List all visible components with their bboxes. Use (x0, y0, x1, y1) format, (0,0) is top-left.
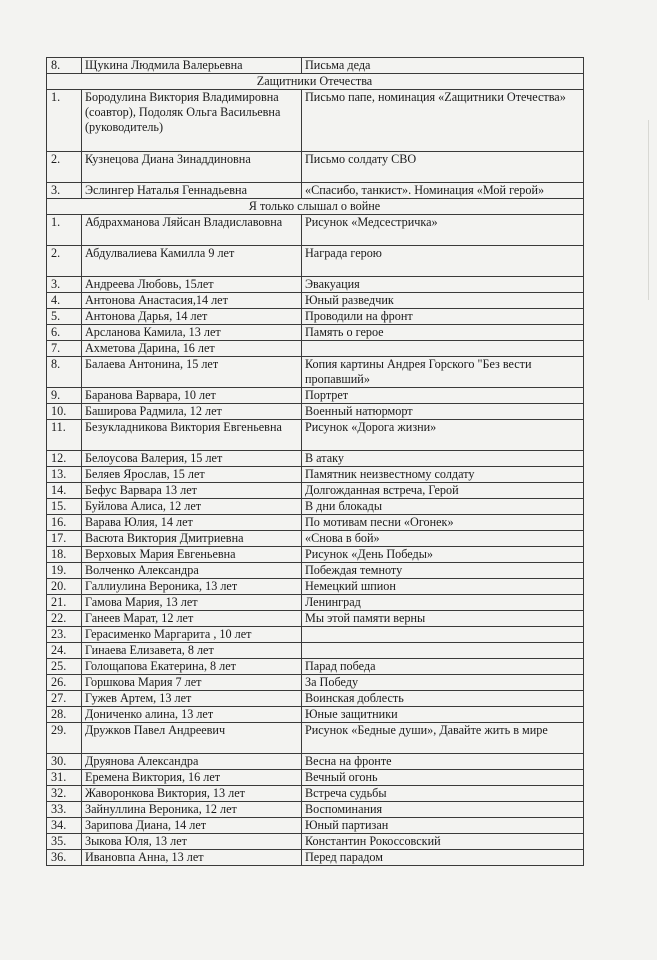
row-number-cell: 34. (47, 818, 82, 834)
table-row (47, 627, 584, 643)
table-row (47, 309, 584, 325)
table-row (47, 563, 584, 579)
row-number-cell: 8. (47, 58, 82, 74)
table-row (47, 246, 584, 277)
participant-name-cell: Зыкова Юля, 13 лет (82, 834, 302, 850)
participant-name-cell: Бородулина Виктория Владимировна (соавтор), Подоляк Ольга Васильевна (руководитель) (82, 90, 302, 152)
row-number-cell: 17. (47, 531, 82, 547)
table-row (47, 611, 584, 627)
participant-name-cell: Верховых Мария Евгеньевна (82, 547, 302, 563)
participant-name-cell: Варава Юлия, 14 лет (82, 515, 302, 531)
table-row (47, 643, 584, 659)
table-row (47, 707, 584, 723)
work-title-cell: Военный натюрморт (302, 404, 584, 420)
work-title-cell: Рисунок «Медсестричка» (302, 215, 584, 246)
work-title-cell: Воспоминания (302, 802, 584, 818)
participant-name-cell: Зарипова Диана, 14 лет (82, 818, 302, 834)
work-title-cell: Письмо папе, номинация «Zащитники Отечества» (302, 90, 584, 152)
participant-name-cell: Голощапова Екатерина, 8 лет (82, 659, 302, 675)
section-header-row (47, 199, 584, 215)
work-title-cell: Юные защитники (302, 707, 584, 723)
row-number-cell: 28. (47, 707, 82, 723)
table-row (47, 723, 584, 754)
section-title: Zащитники Отечества (47, 74, 584, 90)
row-number-cell: 16. (47, 515, 82, 531)
row-number-cell: 20. (47, 579, 82, 595)
row-number-cell: 25. (47, 659, 82, 675)
row-number-cell: 15. (47, 499, 82, 515)
table-row (47, 325, 584, 341)
table-row (47, 451, 584, 467)
row-number-cell: 19. (47, 563, 82, 579)
row-number-cell: 12. (47, 451, 82, 467)
row-number-cell: 2. (47, 246, 82, 277)
work-title-cell (302, 643, 584, 659)
work-title-cell: Немецкий шпион (302, 579, 584, 595)
work-title-cell: Константин Рокоссовский (302, 834, 584, 850)
table-row (47, 850, 584, 866)
row-number-cell: 1. (47, 215, 82, 246)
row-number-cell: 6. (47, 325, 82, 341)
work-title-cell: Рисунок «День Победы» (302, 547, 584, 563)
participant-name-cell: Антонова Анастасия,14 лет (82, 293, 302, 309)
participant-name-cell: Герасименко Маргарита , 10 лет (82, 627, 302, 643)
row-number-cell: 10. (47, 404, 82, 420)
participant-name-cell: Абдулвалиева Камилла 9 лет (82, 246, 302, 277)
table-row (47, 595, 584, 611)
participant-name-cell: Беляев Ярослав, 15 лет (82, 467, 302, 483)
participant-name-cell: Белоусова Валерия, 15 лет (82, 451, 302, 467)
table-row (47, 277, 584, 293)
work-title-cell: Побеждая темноту (302, 563, 584, 579)
row-number-cell: 30. (47, 754, 82, 770)
participant-name-cell: Гамова Мария, 13 лет (82, 595, 302, 611)
participant-name-cell: Зайнуллина Вероника, 12 лет (82, 802, 302, 818)
participant-name-cell: Еремена Виктория, 16 лет (82, 770, 302, 786)
participant-name-cell: Дониченко алина, 13 лет (82, 707, 302, 723)
participant-name-cell: Горшкова Мария 7 лет (82, 675, 302, 691)
work-title-cell: За Победу (302, 675, 584, 691)
row-number-cell: 7. (47, 341, 82, 357)
participant-name-cell: Волченко Александра (82, 563, 302, 579)
table-row (47, 467, 584, 483)
row-number-cell: 1. (47, 90, 82, 152)
participant-name-cell: Ахметова Дарина, 16 лет (82, 341, 302, 357)
work-title-cell: Перед парадом (302, 850, 584, 866)
work-title-cell: Юный партизан (302, 818, 584, 834)
work-title-cell: «Снова в бой» (302, 531, 584, 547)
participant-name-cell: Баширова Радмила, 12 лет (82, 404, 302, 420)
section-header-row (47, 74, 584, 90)
participant-name-cell: Ивановпа Анна, 13 лет (82, 850, 302, 866)
participant-name-cell: Балаева Антонина, 15 лет (82, 357, 302, 388)
table-row (47, 515, 584, 531)
table-row (47, 818, 584, 834)
work-title-cell: Долгожданная встреча, Герой (302, 483, 584, 499)
table-row (47, 499, 584, 515)
participants-table-body (47, 58, 584, 866)
table-row (47, 754, 584, 770)
table-row (47, 483, 584, 499)
row-number-cell: 29. (47, 723, 82, 754)
participant-name-cell: Друянова Александра (82, 754, 302, 770)
table-row (47, 691, 584, 707)
table-row (47, 357, 584, 388)
work-title-cell: Проводили на фронт (302, 309, 584, 325)
table-row (47, 420, 584, 451)
participant-name-cell: Васюта Виктория Дмитриевна (82, 531, 302, 547)
table-row (47, 215, 584, 246)
work-title-cell: Воинская доблесть (302, 691, 584, 707)
participant-name-cell: Эслингер Наталья Геннадьевна (82, 183, 302, 199)
work-title-cell (302, 627, 584, 643)
row-number-cell: 9. (47, 388, 82, 404)
work-title-cell: Мы этой памяти верны (302, 611, 584, 627)
row-number-cell: 3. (47, 183, 82, 199)
row-number-cell: 22. (47, 611, 82, 627)
row-number-cell: 3. (47, 277, 82, 293)
table-row (47, 341, 584, 357)
participant-name-cell: Буйлова Алиса, 12 лет (82, 499, 302, 515)
table-row (47, 675, 584, 691)
participant-name-cell: Щукина Людмила Валерьевна (82, 58, 302, 74)
participant-name-cell: Кузнецова Диана Зинаддиновна (82, 152, 302, 183)
participant-name-cell: Галлиулина Вероника, 13 лет (82, 579, 302, 595)
row-number-cell: 26. (47, 675, 82, 691)
scan-edge-mark (648, 120, 649, 300)
table-row (47, 388, 584, 404)
table-row (47, 531, 584, 547)
participant-name-cell: Абдрахманова Ляйсан Владиславовна (82, 215, 302, 246)
table-row (47, 770, 584, 786)
work-title-cell: Рисунок «Дорога жизни» (302, 420, 584, 451)
table-row (47, 404, 584, 420)
participant-name-cell: Безукладникова Виктория Евгеньевна (82, 420, 302, 451)
work-title-cell (302, 341, 584, 357)
work-title-cell: В дни блокады (302, 499, 584, 515)
table-row (47, 786, 584, 802)
work-title-cell: Эвакуация (302, 277, 584, 293)
work-title-cell: Парад победа (302, 659, 584, 675)
participant-name-cell: Арсланова Камила, 13 лет (82, 325, 302, 341)
table-row (47, 547, 584, 563)
work-title-cell: Копия картины Андрея Горского "Без вести пропавший» (302, 357, 584, 388)
row-number-cell: 18. (47, 547, 82, 563)
document-page (46, 57, 583, 866)
row-number-cell: 2. (47, 152, 82, 183)
table-row (47, 183, 584, 199)
work-title-cell: Юный разведчик (302, 293, 584, 309)
participant-name-cell: Дружков Павел Андреевич (82, 723, 302, 754)
row-number-cell: 27. (47, 691, 82, 707)
row-number-cell: 31. (47, 770, 82, 786)
table-row (47, 834, 584, 850)
work-title-cell: Весна на фронте (302, 754, 584, 770)
participants-table (46, 57, 584, 866)
work-title-cell: Ленинград (302, 595, 584, 611)
work-title-cell: Портрет (302, 388, 584, 404)
table-row (47, 58, 584, 74)
work-title-cell: Памятник неизвестному солдату (302, 467, 584, 483)
work-title-cell: В атаку (302, 451, 584, 467)
row-number-cell: 36. (47, 850, 82, 866)
table-row (47, 90, 584, 152)
section-title: Я только слышал о войне (47, 199, 584, 215)
row-number-cell: 8. (47, 357, 82, 388)
row-number-cell: 5. (47, 309, 82, 325)
table-row (47, 659, 584, 675)
participant-name-cell: Антонова Дарья, 14 лет (82, 309, 302, 325)
work-title-cell: Память о герое (302, 325, 584, 341)
work-title-cell: Рисунок «Бедные души», Давайте жить в мире (302, 723, 584, 754)
work-title-cell: Встреча судьбы (302, 786, 584, 802)
work-title-cell: Письмо солдату СВО (302, 152, 584, 183)
participant-name-cell: Ганеев Марат, 12 лет (82, 611, 302, 627)
row-number-cell: 14. (47, 483, 82, 499)
row-number-cell: 4. (47, 293, 82, 309)
participant-name-cell: Бефус Варвара 13 лет (82, 483, 302, 499)
work-title-cell: По мотивам песни «Огонек» (302, 515, 584, 531)
row-number-cell: 13. (47, 467, 82, 483)
row-number-cell: 11. (47, 420, 82, 451)
participant-name-cell: Баранова Варвара, 10 лет (82, 388, 302, 404)
participant-name-cell: Жаворонкова Виктория, 13 лет (82, 786, 302, 802)
row-number-cell: 32. (47, 786, 82, 802)
work-title-cell: Вечный огонь (302, 770, 584, 786)
table-row (47, 152, 584, 183)
work-title-cell: «Спасибо, танкист». Номинация «Мой герой» (302, 183, 584, 199)
row-number-cell: 23. (47, 627, 82, 643)
table-row (47, 802, 584, 818)
table-row (47, 293, 584, 309)
row-number-cell: 33. (47, 802, 82, 818)
work-title-cell: Награда герою (302, 246, 584, 277)
row-number-cell: 21. (47, 595, 82, 611)
row-number-cell: 35. (47, 834, 82, 850)
row-number-cell: 24. (47, 643, 82, 659)
table-row (47, 579, 584, 595)
participant-name-cell: Гужев Артем, 13 лет (82, 691, 302, 707)
participant-name-cell: Андреева Любовь, 15лет (82, 277, 302, 293)
participant-name-cell: Гинаева Елизавета, 8 лет (82, 643, 302, 659)
work-title-cell: Письма деда (302, 58, 584, 74)
